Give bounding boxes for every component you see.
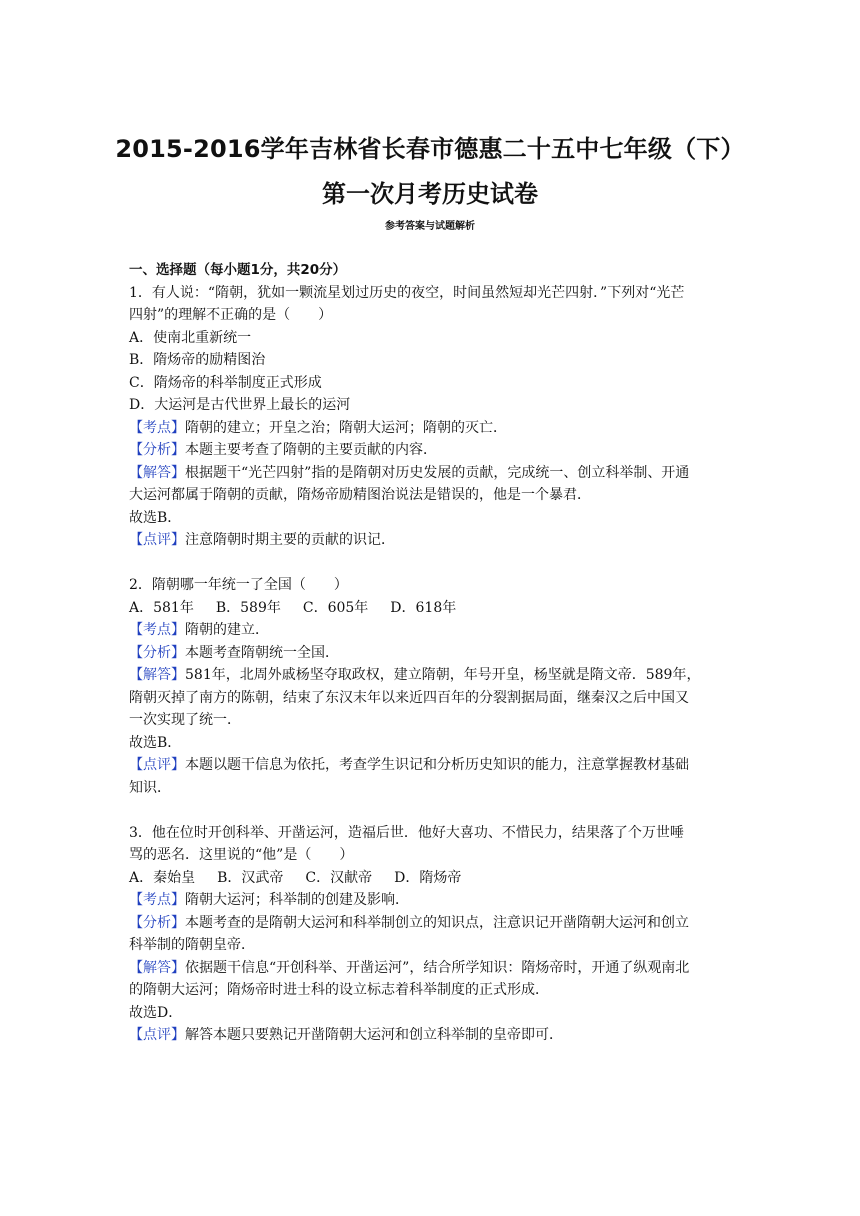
fenxi-line: 科举制的隋朝皇帝． [129,937,255,953]
options-row [129,597,741,620]
jieda-line: 隋朝灭掉了南方的陈朝，结束了东汉末年以来近四百年的分裂割据局面，继秦汉之后中国又 [129,689,689,706]
question-stem-line: 2．隋朝哪一年统一了全国（ ） [129,577,348,593]
fenxi-tag: 【分析】 [129,442,185,458]
page-subtitle: 参考答案与试题解析 [385,221,475,232]
kaodian-text: 隋朝的建立；开皇之治；隋朝大运河；隋朝的灭亡． [185,419,507,436]
question-stem-line: 四射”的理解不正确的是（ ） [129,307,333,323]
kaodian-tag: 【考点】 [129,892,185,908]
answer-line: 故选B． [129,734,182,751]
jieda-line: 大运河都属于隋朝的贡献，隋炀帝励精图治说法是错误的，他是一个暴君． [129,487,591,503]
fenxi-line [129,439,741,462]
question-stem-line: 骂的恶名．这里说的“他”是（ ） [129,847,354,863]
dianping-tag: 【点评】 [129,1027,185,1043]
section-heading: 一、选择题（每小题1分，共20分） [129,262,347,278]
fenxi-text: 本题主要考查了隋朝的主要贡献的内容． [185,442,437,458]
option: A．秦始皇 [129,869,196,886]
jieda-line [129,664,741,687]
kaodian-tag: 【考点】 [129,419,185,436]
dianping-tag: 【点评】 [129,532,185,548]
option: D．618年 [390,599,457,616]
dianping-line [129,1024,741,1047]
option: C．隋炀帝的科举制度正式形成 [129,374,322,391]
option: A．使南北重新统一 [129,329,252,346]
question-1 [129,282,741,552]
question-2 [129,574,741,799]
page-title-line2: 第一次月考历史试卷 [322,180,538,208]
jieda-tag: 【解答】 [129,959,185,976]
option: D．隋炀帝 [394,869,462,886]
options-row [129,867,741,890]
dianping-line [129,754,741,777]
kaodian-line [129,619,741,642]
answer-line: 故选B． [129,509,182,526]
fenxi-text: 本题考查的是隋朝大运河和科举制创立的知识点，注意识记开凿隋朝大运河和创立 [185,914,689,931]
question-stem-line: 3．他在位时开创科举、开凿运河，造福后世．他好大喜功、不惜民力，结果落了个万世唾 [129,824,684,841]
jieda-tag: 【解答】 [129,667,185,683]
jieda-line [129,462,741,485]
kaodian-line [129,889,741,912]
question-3 [129,822,741,1047]
fenxi-line [129,642,741,665]
jieda-line [129,957,741,980]
jieda-text: 依据题干信息“开创科举、开凿运河”，结合所学知识：隋炀帝时，开通了纵观南北 [185,959,690,976]
jieda-text: 581年，北周外戚杨坚夺取政权，建立隋朝，年号开皇，杨坚就是隋文帝．589年， [185,667,701,683]
option: B．隋炀帝的励精图治 [129,352,266,368]
fenxi-line [129,912,741,935]
fenxi-text: 本题考查隋朝统一全国． [185,644,339,661]
kaodian-text: 隋朝的建立． [185,622,269,638]
dianping-line: 知识． [129,779,171,796]
option: C．汉献帝 [305,869,373,886]
dianping-line [129,529,741,552]
jieda-text: 根据题干“光芒四射”指的是隋朝对历史发展的贡献，完成统一、创立科举制、开通 [185,464,690,481]
kaodian-text: 隋朝大运河；科举制的创建及影响． [185,892,409,908]
question-stem-line: 1．有人说：“隋朝，犹如一颗流星划过历史的夜空，时间虽然短却光芒四射．”下列对“光芒 [129,284,685,301]
option: C．605年 [302,599,369,616]
page-title: 2015-2016学年吉林省长春市德惠二十五中七年级（下） [115,135,745,163]
jieda-line: 一次实现了统一． [129,712,241,728]
fenxi-tag: 【分析】 [129,644,185,661]
kaodian-line [129,417,741,440]
option: D．大运河是古代世界上最长的运河 [129,397,351,413]
answer-line: 故选D． [129,1004,183,1021]
dianping-tag: 【点评】 [129,757,185,773]
fenxi-tag: 【分析】 [129,914,185,931]
jieda-line: 的隋朝大运河；隋炀帝时进士科的设立标志着科举制度的正式形成． [129,982,549,998]
option: B．汉武帝 [217,869,284,886]
document-body [129,259,741,1047]
kaodian-tag: 【考点】 [129,622,185,638]
option: A．581年 [129,599,194,616]
dianping-text: 注意隋朝时期主要的贡献的识记． [185,532,395,548]
option: B．589年 [215,599,281,616]
dianping-text: 解答本题只要熟记开凿隋朝大运河和创立科举制的皇帝即可． [185,1027,563,1043]
dianping-text: 本题以题干信息为依托，考查学生识记和分析历史知识的能力，注意掌握教材基础 [185,757,689,773]
jieda-tag: 【解答】 [129,464,185,481]
